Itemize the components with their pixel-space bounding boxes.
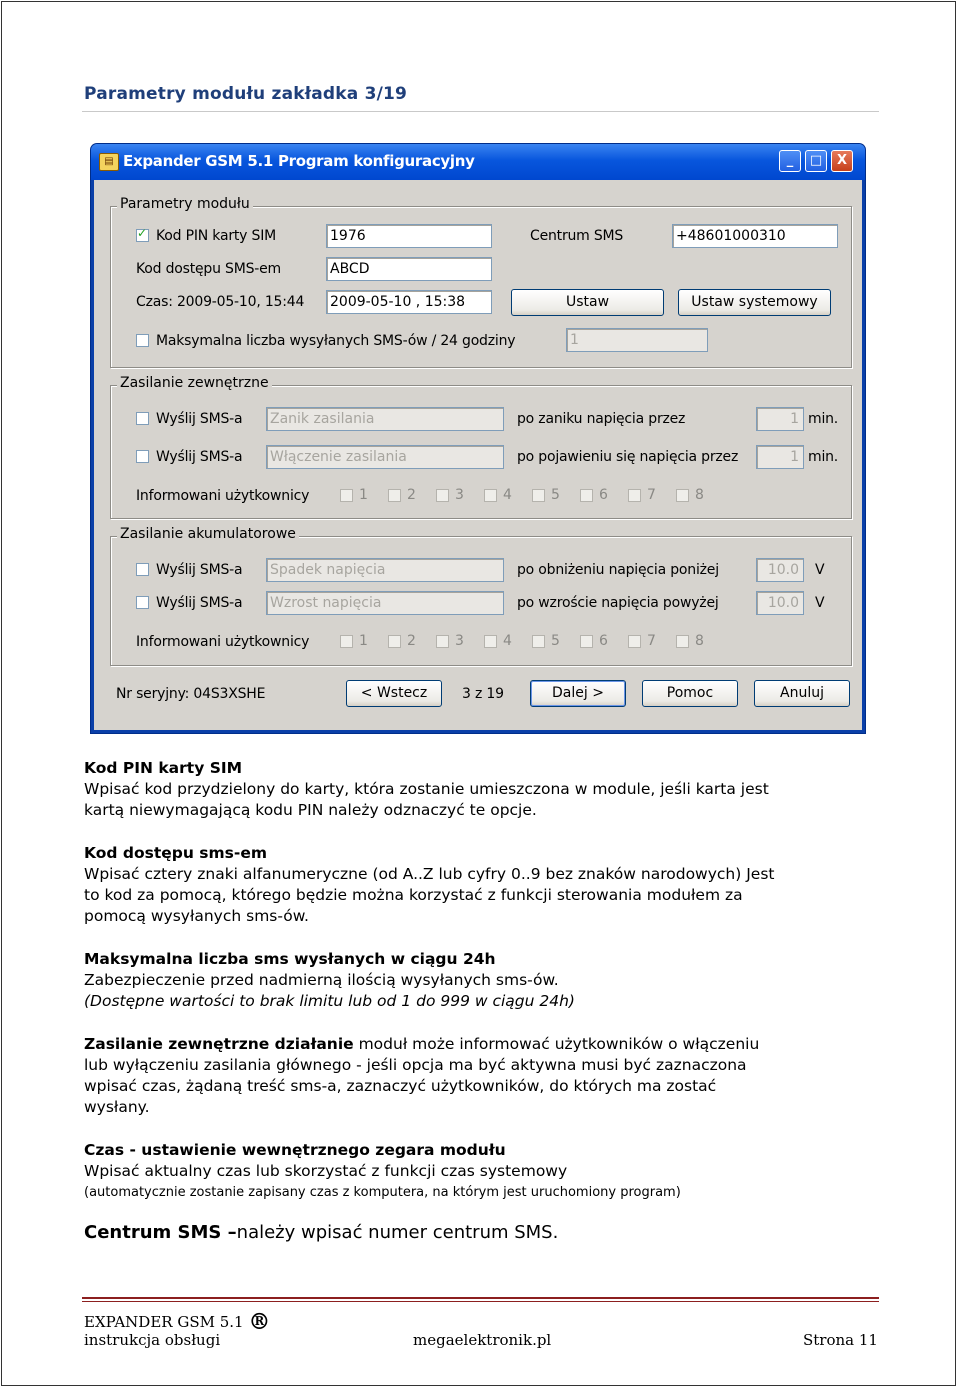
- ext-user-number: 6: [599, 487, 608, 503]
- bat-user-checkbox[interactable]: [676, 635, 689, 648]
- bat-user-number: 5: [551, 633, 560, 649]
- external-power-legend: Zasilanie zewnętrzne: [117, 375, 272, 391]
- bat-user-number: 2: [407, 633, 416, 649]
- cancel-button[interactable]: Anuluj: [754, 680, 850, 707]
- next-button[interactable]: Dalej >: [530, 680, 626, 707]
- footer-rule-thin: [82, 1301, 879, 1302]
- section-external-text: wpisać czas, żądaną treść sms-a, zaznaczyć użytkowników, do których ma zostać: [84, 1077, 717, 1095]
- bat-user-number: 4: [503, 633, 512, 649]
- section-access-text: Wpisać cztery znaki alfanumeryczne (od A..Z lub cyfry 0..9 bez znaków narodowych) Jest: [84, 865, 775, 883]
- ext-user-checkbox[interactable]: [532, 489, 545, 502]
- ext-restore-desc: po pojawieniu się napięcia przez: [517, 449, 739, 465]
- ext-users-label: Informowani użytkownicy: [136, 488, 310, 504]
- bat-user-checkbox[interactable]: [388, 635, 401, 648]
- help-button[interactable]: Pomoc: [642, 680, 738, 707]
- app-icon: ▤: [99, 153, 119, 171]
- pin-checkbox[interactable]: [136, 226, 149, 242]
- section-pin-text: kartą niewymagającą kodu PIN należy odznaczyć te opcje.: [84, 801, 537, 819]
- footer-product-name: EXPANDER GSM 5.1: [84, 1313, 244, 1331]
- ext-loss-unit: min.: [808, 411, 839, 427]
- section-external-text: lub wyłączeniu zasilania głównego - jeśli opcja ma być aktywna musi być zaznaczona: [84, 1056, 747, 1074]
- section-external-text: wysłany.: [84, 1098, 150, 1116]
- section-clock-title: Czas - ustawienie wewnętrznego zegara modułu: [84, 1141, 506, 1159]
- bat-user-number: 1: [359, 633, 368, 649]
- ext-loss-text-input[interactable]: Zanik zasilania: [266, 407, 504, 431]
- ext-user-number: 5: [551, 487, 560, 503]
- section-pin-text: Wpisać kod przydzielony do karty, która zostanie umieszczona w module, jeśli karta jest: [84, 780, 769, 798]
- ext-user-checkbox[interactable]: [580, 489, 593, 502]
- ext-restore-minutes-input[interactable]: 1: [756, 445, 804, 469]
- section-maxsms-title: Maksymalna liczba sms wysłanych w ciągu 24h: [84, 950, 496, 968]
- bat-user-number: 6: [599, 633, 608, 649]
- ext-loss-desc: po zaniku napięcia przez: [517, 411, 686, 427]
- ext-user-number: 7: [647, 487, 656, 503]
- ext-restore-unit: min.: [808, 449, 839, 465]
- bat-drop-voltage-input[interactable]: 10.0: [756, 558, 804, 582]
- section-smscenter-text: należy wpisać numer centrum SMS.: [236, 1222, 559, 1243]
- section-maxsms-text: Zabezpieczenie przed nadmierną ilością wysyłanych sms-ów.: [84, 971, 559, 989]
- section-pin-title: Kod PIN karty SIM: [84, 759, 243, 777]
- section-smscenter-title: Centrum SMS –: [84, 1222, 237, 1243]
- ext-user-checkbox[interactable]: [436, 489, 449, 502]
- sms-center-label: Centrum SMS: [530, 228, 624, 244]
- window-title: Expander GSM 5.1 Program konfiguracyjny: [123, 152, 475, 170]
- section-smscenter-line: [84, 1222, 558, 1243]
- serial-number: Nr seryjny: 04S3XSHE: [116, 686, 266, 702]
- pin-input[interactable]: 1976: [326, 224, 492, 248]
- section-clock-note: (automatycznie zostanie zapisany czas z komputera, na którym jest uruchomiony program): [84, 1185, 681, 1200]
- registered-mark-icon: ®: [248, 1309, 271, 1335]
- max-sms-checkbox[interactable]: [136, 334, 149, 347]
- section-external-line: [84, 1034, 759, 1055]
- back-button[interactable]: < Wstecz: [346, 680, 442, 707]
- bat-users-label: Informowani użytkownicy: [136, 634, 310, 650]
- section-clock-text: Wpisać aktualny czas lub skorzystać z funkcji czas systemowy: [84, 1162, 568, 1180]
- access-code-input[interactable]: ABCD: [326, 257, 492, 281]
- section-access-text: pomocą wysyłanych sms-ów.: [84, 907, 309, 925]
- minimize-button[interactable]: _: [779, 150, 801, 172]
- bat-rise-checkbox[interactable]: [136, 596, 149, 609]
- access-code-label: Kod dostępu SMS-em: [136, 261, 281, 277]
- bat-user-checkbox[interactable]: [484, 635, 497, 648]
- footer-rule: [82, 1297, 879, 1299]
- bat-user-checkbox[interactable]: [340, 635, 353, 648]
- pin-label: Kod PIN karty SIM: [156, 228, 276, 244]
- ext-user-checkbox[interactable]: [484, 489, 497, 502]
- battery-power-legend: Zasilanie akumulatorowe: [117, 526, 299, 542]
- section-maxsms-note: (Dostępne wartości to brak limitu lub od 1 do 999 w ciągu 24h): [84, 992, 575, 1010]
- bat-user-checkbox[interactable]: [532, 635, 545, 648]
- ext-loss-checkbox[interactable]: [136, 412, 149, 425]
- section-external-title: Zasilanie zewnętrzne działanie: [84, 1035, 354, 1053]
- section-access-title: Kod dostępu sms-em: [84, 844, 267, 862]
- page-title: Parametry modułu zakładka 3/19: [84, 84, 408, 104]
- bat-user-checkbox[interactable]: [436, 635, 449, 648]
- config-window: [91, 144, 865, 733]
- ext-restore-text-input[interactable]: Włączenie zasilania: [266, 445, 504, 469]
- bat-drop-checkbox[interactable]: [136, 563, 149, 576]
- footer-page-number: Strona 11: [803, 1331, 878, 1349]
- bat-user-checkbox[interactable]: [628, 635, 641, 648]
- bat-rise-unit: V: [815, 595, 825, 611]
- maximize-button[interactable]: □: [805, 150, 827, 172]
- ext-user-checkbox[interactable]: [340, 489, 353, 502]
- bat-rise-send-label: Wyślij SMS-a: [156, 595, 243, 611]
- footer-manual: instrukcja obsługi: [84, 1331, 221, 1349]
- bat-drop-send-label: Wyślij SMS-a: [156, 562, 243, 578]
- bat-rise-desc: po wzroście napięcia powyżej: [517, 595, 719, 611]
- max-sms-input[interactable]: 1: [566, 328, 708, 352]
- max-sms-label: Maksymalna liczba wysyłanych SMS-ów / 24 godziny: [156, 333, 516, 349]
- module-params-legend: Parametry modułu: [117, 196, 253, 212]
- section-external-text: moduł może informować użytkowników o włączeniu: [353, 1035, 760, 1053]
- ext-loss-minutes-input[interactable]: 1: [756, 407, 804, 431]
- set-system-time-button[interactable]: Ustaw systemowy: [678, 289, 831, 316]
- bat-user-number: 3: [455, 633, 464, 649]
- ext-user-number: 3: [455, 487, 464, 503]
- bat-user-number: 8: [695, 633, 704, 649]
- check-mark-icon: ✓: [137, 226, 148, 240]
- sms-center-input[interactable]: +48601000310: [672, 224, 838, 248]
- bat-rise-voltage-input[interactable]: 10.0: [756, 591, 804, 615]
- ext-restore-send-label: Wyślij SMS-a: [156, 449, 243, 465]
- section-access-text: to kod za pomocą, którego będzie można korzystać z funkcji sterowania modułem za: [84, 886, 743, 904]
- ext-user-number: 8: [695, 487, 704, 503]
- time-label: Czas: 2009-05-10, 15:44: [136, 294, 305, 310]
- ext-user-number: 4: [503, 487, 512, 503]
- ext-user-checkbox[interactable]: [628, 489, 641, 502]
- header-rule: [82, 111, 879, 112]
- ext-restore-checkbox[interactable]: [136, 450, 149, 463]
- time-input[interactable]: 2009-05-10 , 15:38: [326, 290, 492, 314]
- close-button[interactable]: X: [831, 150, 853, 172]
- set-time-button[interactable]: Ustaw: [511, 289, 664, 316]
- ext-user-number: 2: [407, 487, 416, 503]
- ext-user-checkbox[interactable]: [388, 489, 401, 502]
- ext-user-checkbox[interactable]: [676, 489, 689, 502]
- ext-loss-send-label: Wyślij SMS-a: [156, 411, 243, 427]
- bat-drop-desc: po obniżeniu napięcia poniżej: [517, 562, 719, 578]
- bat-user-checkbox[interactable]: [580, 635, 593, 648]
- page-indicator: 3 z 19: [462, 686, 504, 702]
- ext-user-number: 1: [359, 487, 368, 503]
- bat-drop-text-input[interactable]: Spadek napięcia: [266, 558, 504, 582]
- footer-site: megaelektronik.pl: [413, 1331, 552, 1349]
- bat-drop-unit: V: [815, 562, 825, 578]
- window-titlebar[interactable]: [91, 144, 865, 180]
- bat-rise-text-input[interactable]: Wzrost napięcia: [266, 591, 504, 615]
- bat-user-number: 7: [647, 633, 656, 649]
